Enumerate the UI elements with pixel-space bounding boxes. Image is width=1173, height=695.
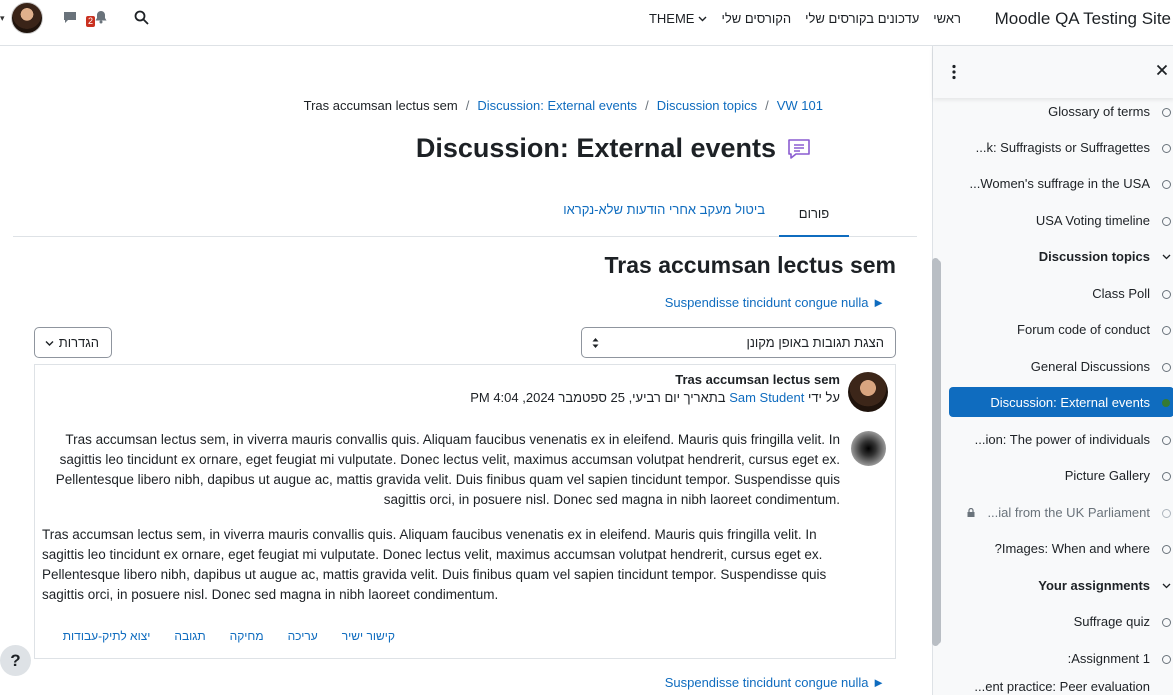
course-index-item-label: USA Voting timeline (1035, 212, 1150, 228)
edit-link[interactable]: עריכה (287, 629, 318, 643)
course-index-item-label: ?Images: When and where (994, 540, 1150, 556)
blurred-avatar-image (851, 431, 886, 466)
chevron-down-icon (45, 340, 54, 347)
course-index-item[interactable] (949, 314, 1173, 344)
tab-untrack-unread[interactable]: ביטול מעקב אחרי הודעות שלא-נקראו (563, 202, 765, 217)
next-discussion-link[interactable]: Suspendisse tincidunt congue nulla ► (664, 295, 885, 310)
course-index-item-label: Glossary of terms (1048, 103, 1150, 119)
completion-circle-icon (1162, 655, 1171, 664)
course-index-item[interactable] (949, 351, 1173, 381)
course-index-item-label: Picture Gallery (1064, 467, 1150, 483)
notifications-bell-icon[interactable] (94, 10, 108, 24)
settings-dropdown-button[interactable] (34, 327, 112, 358)
notification-count-badge: 2 (88, 16, 94, 26)
lock-icon (967, 508, 975, 517)
byline-prefix: על ידי (807, 390, 840, 405)
completion-circle-icon (1162, 545, 1171, 554)
course-index-item-label: Forum code of conduct (1017, 321, 1150, 337)
primary-navigation (642, 11, 968, 26)
select-arrows-icon (592, 337, 599, 349)
breadcrumb-separator: / (765, 98, 769, 113)
completion-done-icon (1162, 399, 1170, 407)
close-icon[interactable] (1156, 64, 1168, 76)
completion-circle-icon (1162, 618, 1171, 627)
section-title: Discussion topics (1038, 248, 1150, 264)
user-avatar[interactable] (11, 2, 43, 34)
author-avatar[interactable] (848, 372, 888, 412)
course-index-item[interactable] (949, 497, 1173, 527)
search-icon[interactable] (134, 10, 149, 25)
delete-link[interactable]: מחיקה (229, 629, 264, 643)
course-index-item[interactable] (949, 168, 1173, 198)
post-paragraph: Tras accumsan lectus sem, in viverra mauris convallis quis. Aliquam faucibus venenatis ex in eleifend. Mauris quis fringilla velit. In sagittis leo tincidunt ex ornare, eget feugiat mi vulputate. Donec lectus velit, maximus accumsan volutpat hendrerit, cursus eget ex. Pellentesque libero nibh, dapibus ut augue ac, mattis gravida velit. Duis finibus quam vel sapien tincidunt tempor. Suspendisse quis sagittis orci, in posuere nisl. Donec sed magna in nibh laoreet condimentum. (42, 527, 827, 602)
post-byline (470, 390, 840, 405)
chevron-down-icon[interactable] (1162, 581, 1171, 590)
course-index-item[interactable] (949, 278, 1173, 308)
page-title: Discussion: External events (415, 133, 776, 163)
page-scrollbar[interactable] (932, 258, 939, 646)
post-paragraph: Tras accumsan lectus sem, in viverra mauris convallis quis. Aliquam faucibus venenatis ex in eleifend. Mauris quis fringilla velit. In sagittis leo tincidunt ex ornare, eget feugiat mi vulputate. Donec lectus velit, maximus accumsan volutpat hendrerit, cursus eget ex. Pellentesque libero nibh, dapibus ut augue ac, mattis gravida velit. Duis finibus quam vel sapien tincidunt tempor. Suspendisse quis sagittis orci, in posuere nisl. Donec sed magna in nibh laoreet condimentum. (55, 432, 840, 507)
breadcrumb (304, 98, 823, 113)
help-button[interactable]: ? (0, 645, 31, 676)
completion-circle-icon (1162, 180, 1171, 189)
breadcrumb-separator: / (645, 98, 649, 113)
theme-label: THEME (648, 11, 695, 26)
course-index-item[interactable] (949, 424, 1173, 454)
user-menu-caret-icon[interactable]: ▾ (0, 13, 5, 23)
theme-menu[interactable] (642, 11, 715, 26)
course-index-item[interactable] (949, 460, 1173, 490)
course-index-item-label: Discussion: External events (990, 394, 1150, 410)
chevron-down-icon (698, 16, 707, 22)
nav-course-updates-link[interactable]: עדכונים בקורסים שלי (805, 11, 920, 26)
breadcrumb-section-link[interactable]: Discussion topics (656, 98, 758, 113)
course-index-item[interactable] (949, 533, 1173, 563)
completion-circle-icon (1162, 217, 1171, 226)
settings-label: הגדרות (58, 335, 99, 350)
course-index-item[interactable] (949, 643, 1173, 673)
next-discussion-link-bottom[interactable]: Suspendisse tincidunt congue nulla ► (664, 675, 885, 690)
course-index-item[interactable] (949, 132, 1173, 162)
course-index-item[interactable] (949, 205, 1173, 235)
nav-my-courses-link[interactable]: הקורסים שלי (721, 11, 792, 26)
course-index-item-label: Suffrage quiz (1073, 613, 1150, 629)
export-portfolio-link[interactable]: יצוא לתיק-עבודות (62, 629, 151, 643)
top-navbar (0, 0, 1173, 46)
course-index-drawer (932, 46, 1173, 695)
drawer-header (933, 46, 1173, 98)
course-index-item[interactable] (949, 96, 1173, 126)
completion-circle-icon (1162, 363, 1171, 372)
forum-post (34, 364, 896, 659)
reply-link[interactable]: תגובה (174, 629, 206, 643)
breadcrumb-course-link[interactable]: VW 101 (776, 98, 823, 113)
completion-circle-icon (1162, 472, 1171, 481)
forum-tabs (13, 192, 917, 237)
discussion-title: Tras accumsan lectus sem (604, 252, 896, 278)
kebab-menu-icon[interactable] (952, 64, 956, 80)
author-link[interactable]: Sam Student (729, 390, 805, 405)
display-mode-value: הצגת תגובות באופן מקונן (746, 335, 884, 350)
post-actions (63, 629, 395, 643)
completion-circle-icon (1162, 108, 1171, 117)
course-index-section-your-assignments[interactable] (949, 570, 1173, 600)
course-index-item-label: ...ion: The power of individuals (974, 431, 1150, 447)
course-index-item-label: ...ial from the UK Parliament (987, 504, 1150, 520)
section-title: Your assignments (1038, 577, 1150, 593)
post-subject: Tras accumsan lectus sem (675, 372, 840, 387)
site-name[interactable]: Moodle QA Testing Site (994, 9, 1171, 28)
nav-home-link[interactable]: ראשי (933, 11, 961, 26)
permalink-link[interactable]: קישור ישיר (341, 629, 395, 643)
completion-circle-icon (1162, 436, 1171, 445)
display-mode-select[interactable] (581, 327, 896, 358)
course-index-section-discussion-topics[interactable] (949, 241, 1173, 271)
course-index-item[interactable] (949, 606, 1173, 636)
breadcrumb-current: Tras accumsan lectus sem (303, 98, 458, 113)
course-index-item[interactable] (949, 679, 1173, 695)
forum-icon (787, 138, 811, 160)
completion-circle-icon (1162, 509, 1171, 518)
completion-circle-icon (1162, 290, 1171, 299)
completion-circle-icon (1162, 326, 1171, 335)
post-date: בתאריך יום רביעי, 25 ספטמבר 2024, 4:04 PM (470, 390, 726, 405)
course-index-item-label: Class Poll (1092, 285, 1150, 301)
course-index-item-label: ...Women's suffrage in the USA (969, 175, 1150, 191)
chevron-down-icon[interactable] (1162, 252, 1171, 261)
breadcrumb-forum-link[interactable]: Discussion: External events (477, 98, 638, 113)
course-index-item-label: ...k: Suffragists or Suffragettes (975, 139, 1150, 155)
course-index-item-label: General Discussions (1030, 358, 1150, 374)
completion-circle-icon (1162, 144, 1171, 153)
messages-icon[interactable] (63, 11, 77, 23)
breadcrumb-separator: / (465, 98, 470, 113)
course-index-item-label: ...ent practice: Peer evaluation (974, 679, 1150, 694)
course-index-item-active[interactable] (949, 387, 1173, 417)
tab-forum[interactable]: פורום (779, 192, 849, 237)
course-index-item-label: :Assignment 1 (1067, 650, 1150, 666)
